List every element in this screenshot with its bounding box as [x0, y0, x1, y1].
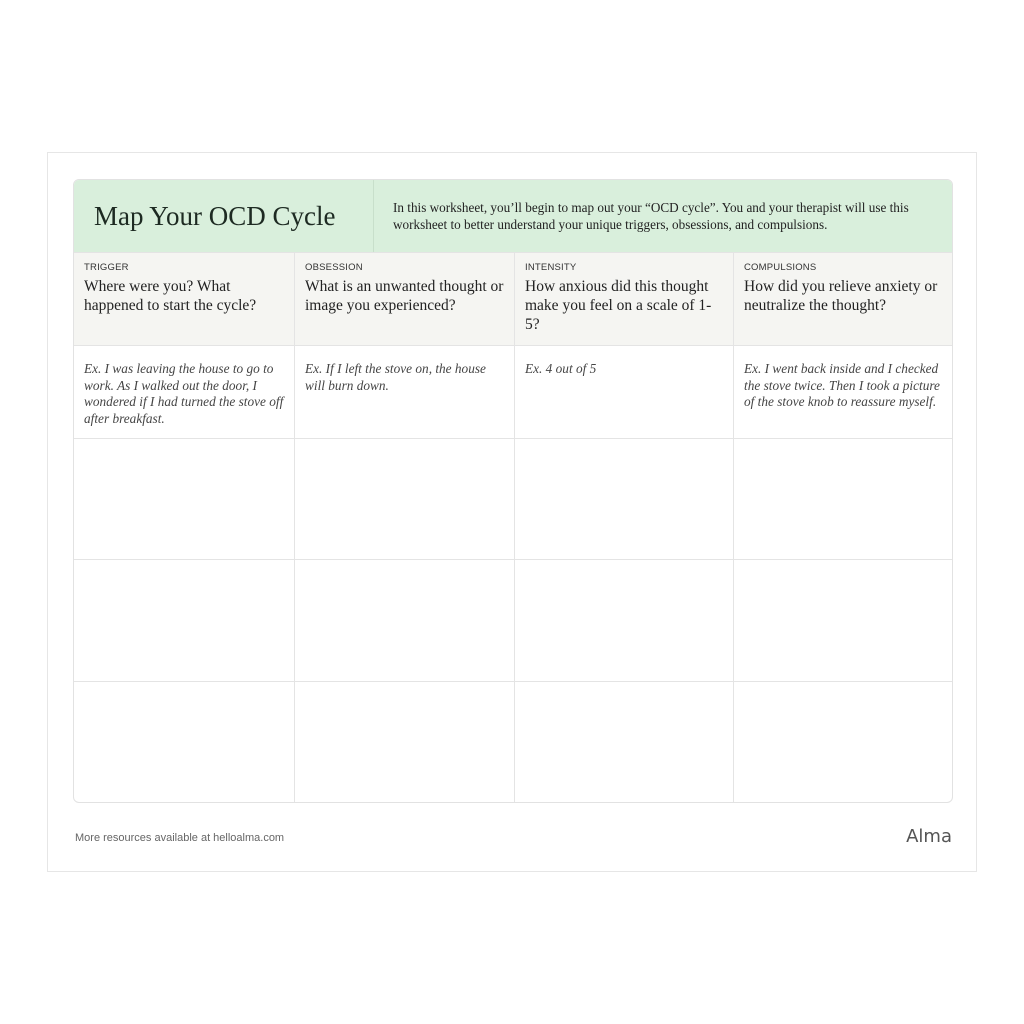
entry-cell[interactable]	[74, 682, 294, 803]
entry-cell[interactable]	[74, 560, 294, 682]
intro-text: In this worksheet, you’ll begin to map out your “OCD cycle”. You and your therapist will use this worksheet to better understand your unique triggers, obsessions, and compulsions.	[393, 200, 909, 232]
entry-cell[interactable]	[514, 439, 733, 560]
column-question: What is an unwanted thought or image you experienced?	[305, 278, 504, 314]
alma-logo: Alma	[906, 826, 952, 847]
entry-cell[interactable]	[733, 560, 952, 682]
ocd-cycle-table	[73, 179, 953, 803]
header-compulsions	[733, 253, 952, 346]
header-intensity	[514, 253, 733, 346]
column-label: INTENSITY	[525, 262, 577, 273]
entry-cell[interactable]	[294, 682, 514, 803]
entry-cell[interactable]	[294, 439, 514, 560]
entry-cell[interactable]	[733, 682, 952, 803]
column-label: OBSESSION	[305, 262, 363, 273]
table-row	[74, 559, 952, 682]
column-headers	[74, 252, 952, 346]
header-band	[74, 180, 952, 252]
table-row	[74, 438, 952, 560]
worksheet	[47, 152, 977, 872]
example-cell: Ex. 4 out of 5	[514, 346, 733, 439]
header-obsession	[294, 253, 514, 346]
header-trigger	[74, 253, 294, 346]
example-cell: Ex. I was leaving the house to go to work. As I walked out the door, I wondered if I had turned the stove off after breakfast.	[84, 361, 284, 426]
column-question: How did you relieve anxiety or neutralize the thought?	[744, 278, 938, 314]
example-cell: Ex. If I left the stove on, the house will burn down.	[294, 346, 514, 439]
entry-cell[interactable]	[74, 439, 294, 560]
column-question: How anxious did this thought make you feel on a scale of 1-5?	[525, 278, 712, 333]
column-question: Where were you? What happened to start the cycle?	[84, 278, 257, 314]
example-cell: Ex. I went back inside and I checked the stove twice. Then I took a picture of the stove knob to reassure myself.	[733, 346, 952, 439]
example-row	[74, 345, 952, 439]
column-label: COMPULSIONS	[744, 262, 817, 273]
column-label: TRIGGER	[84, 262, 129, 273]
table-row	[74, 681, 952, 803]
footer-text: More resources available at helloalma.com	[75, 832, 285, 844]
entry-cell[interactable]	[514, 560, 733, 682]
entry-cell[interactable]	[294, 560, 514, 682]
page-title: Map Your OCD Cycle	[74, 180, 374, 252]
entry-cell[interactable]	[733, 439, 952, 560]
entry-cell[interactable]	[514, 682, 733, 803]
